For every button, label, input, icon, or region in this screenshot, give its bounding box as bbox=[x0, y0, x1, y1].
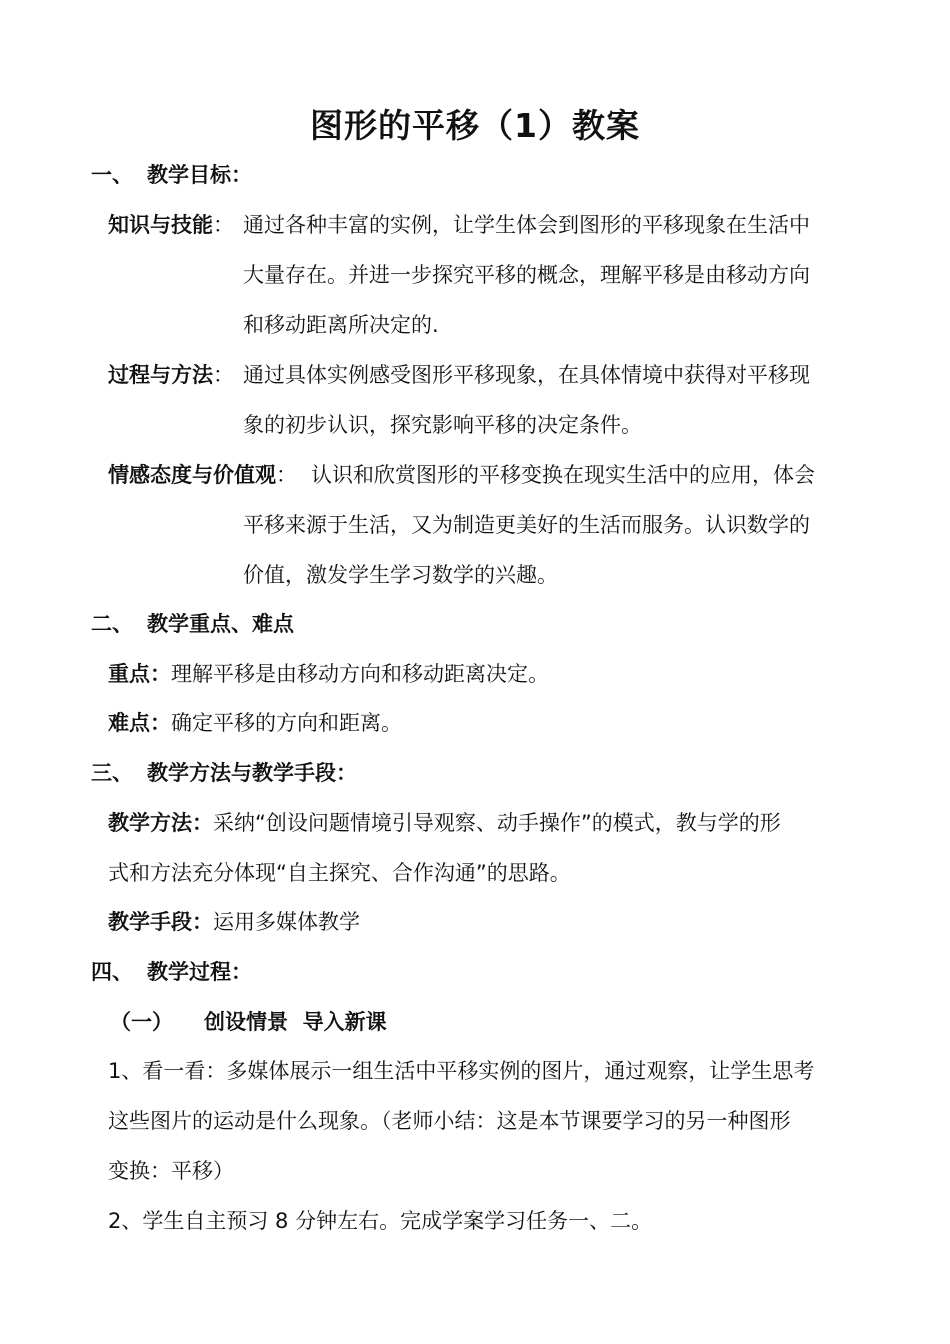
emotion-values-label: 情感态度与价值观 bbox=[108, 463, 276, 487]
teaching-method-line-1 bbox=[108, 808, 781, 838]
difficulty-label: 难点： bbox=[108, 711, 171, 735]
section-heading-methods bbox=[91, 758, 357, 788]
teaching-means-text: 运用多媒体教学 bbox=[213, 910, 360, 934]
paragraph-2: 2、学生自主预习 8 分钟左右。完成学案学习任务一、二。 bbox=[108, 1209, 653, 1233]
section-heading-text: 教学方法与教学手段： bbox=[147, 761, 357, 785]
key-point-line bbox=[108, 659, 549, 689]
section-number: 一、 bbox=[91, 163, 133, 187]
paragraph-1-line-3: 变换：平移） bbox=[108, 1159, 234, 1183]
teaching-means-label: 教学手段： bbox=[108, 910, 213, 934]
section-heading-text: 教学目标： bbox=[147, 163, 252, 187]
knowledge-skills-text-1: 通过各种丰富的实例，让学生体会到图形的平移现象在生活中 bbox=[243, 213, 810, 237]
paragraph-1-line-1: 1、看一看：多媒体展示一组生活中平移实例的图片，通过观察，让学生思考 bbox=[108, 1059, 815, 1083]
section-number: 三、 bbox=[91, 761, 133, 785]
section-heading-text: 教学重点、难点 bbox=[147, 612, 294, 636]
process-methods-text-2: 象的初步认识，探究影响平移的决定条件。 bbox=[243, 413, 642, 437]
teaching-method-text-1: 采纳“创设问题情境引导观察、动手操作”的模式，教与学的形 bbox=[213, 811, 781, 835]
process-methods-label: 过程与方法 bbox=[108, 363, 213, 387]
knowledge-skills-label: 知识与技能 bbox=[108, 213, 213, 237]
label-separator: ： bbox=[213, 213, 234, 237]
knowledge-skills-text-3: 和移动距离所决定的. bbox=[243, 313, 439, 337]
teaching-method-text-2: 式和方法充分体现“自主探究、合作沟通”的思路。 bbox=[108, 861, 571, 885]
key-point-text: 理解平移是由移动方向和移动距离决定。 bbox=[171, 662, 549, 686]
subsection-number: （一） bbox=[110, 1010, 173, 1034]
label-separator: ： bbox=[213, 363, 234, 387]
subsection-title: 创设情景 导入新课 bbox=[204, 1010, 387, 1034]
key-point-label: 重点： bbox=[108, 662, 171, 686]
difficulty-line bbox=[108, 708, 402, 738]
knowledge-skills-text-2: 大量存在。并进一步探究平移的概念，理解平移是由移动方向 bbox=[243, 263, 810, 287]
paragraph-1-line-2: 这些图片的运动是什么现象。（老师小结：这是本节课要学习的另一种图形 bbox=[108, 1109, 791, 1133]
section-heading-text: 教学过程： bbox=[147, 960, 252, 984]
section-heading-objectives bbox=[91, 160, 252, 190]
section-heading-key-points bbox=[91, 609, 294, 639]
teaching-method-label: 教学方法： bbox=[108, 811, 213, 835]
document-title: 图形的平移（1）教案 bbox=[310, 106, 640, 145]
emotion-values-text-1: 认识和欣赏图形的平移变换在现实生活中的应用，体会 bbox=[311, 463, 815, 487]
process-methods-text-1: 通过具体实例感受图形平移现象，在具体情境中获得对平移现 bbox=[243, 363, 810, 387]
section-number: 四、 bbox=[91, 960, 133, 984]
emotion-values-text-3: 价值，激发学生学习数学的兴趣。 bbox=[243, 563, 558, 587]
knowledge-skills-line bbox=[108, 210, 234, 240]
process-methods-line bbox=[108, 360, 234, 390]
section-number: 二、 bbox=[91, 612, 133, 636]
emotion-values-text-2: 平移来源于生活，又为制造更美好的生活而服务。认识数学的 bbox=[243, 513, 810, 537]
emotion-values-line bbox=[108, 460, 297, 490]
difficulty-text: 确定平移的方向和距离。 bbox=[171, 711, 402, 735]
label-separator: ： bbox=[276, 463, 297, 487]
section-heading-process bbox=[91, 957, 252, 987]
teaching-means-line bbox=[108, 907, 360, 937]
